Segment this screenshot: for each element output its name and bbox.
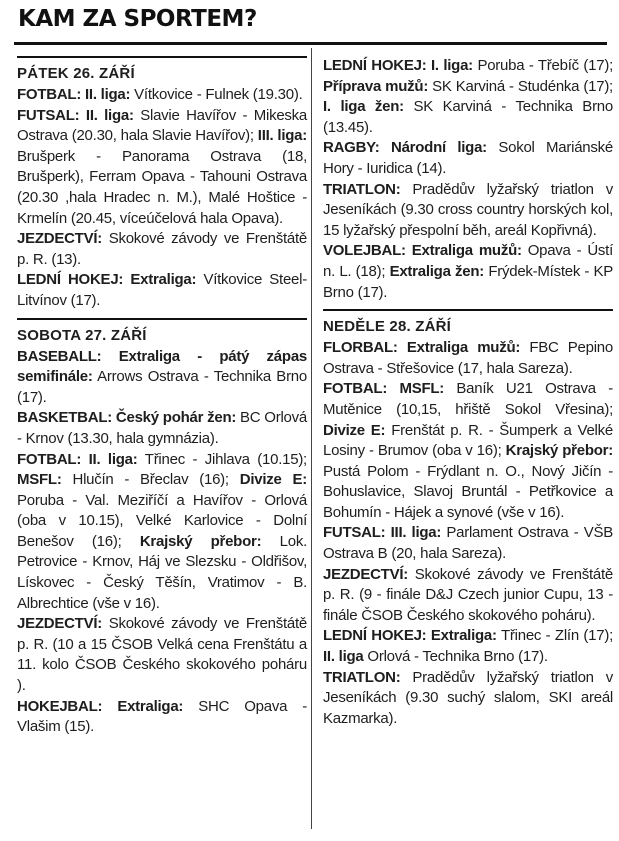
day-heading: PÁTEK 26. ZÁŘÍ bbox=[17, 56, 307, 84]
sport-label: LEDNÍ HOKEJ: I. liga: bbox=[323, 57, 473, 74]
title-rule bbox=[14, 42, 607, 45]
listing-entry bbox=[17, 85, 307, 106]
event-details: Opava - Ústí n. L. (18); bbox=[323, 242, 614, 280]
listing-entry bbox=[17, 614, 307, 696]
event-details: Pradědův lyžařský triatlon v Jeseníkách (9.30 suchý slalom, SKI areál Kazmarka). bbox=[323, 668, 613, 727]
event-details: Třinec - Jihlava (10.15); bbox=[137, 450, 307, 468]
event-details: Parlament Ostrava - VŠB Ostrava B (20, hala Sareza). bbox=[323, 524, 613, 563]
event-details: Orlová - Technika Brno (17). bbox=[363, 648, 548, 666]
event-details: Třinec - Zlín (17); bbox=[496, 627, 613, 645]
event-details: Vítkovice Steel- Litvínov (17). bbox=[17, 271, 307, 309]
sport-label: JEZDECTVÍ: bbox=[17, 615, 103, 633]
event-details: Vítkovice - Fulnek (19.30). bbox=[130, 86, 303, 103]
sport-label: FOTBAL: MSFL: bbox=[323, 380, 445, 398]
event-details: Pustá Polom - Frýdlant n. O., Nový Jičín - Bohuslavice, Slavoj Bruntál - Petřkovice a Bohumín - Hájek a synové (vše v 16). bbox=[323, 462, 613, 521]
event-details: Frenštát p. R. - Šumperk a Velké Losiny - Brumov (oba v 16); bbox=[323, 421, 613, 460]
sport-label: FOTBAL: II. liga: bbox=[17, 450, 138, 468]
sport-label: BASEBALL: Extraliga - pátý zápas semifinále: bbox=[17, 347, 307, 386]
sport-label: BASKETBAL: Český pohár žen: bbox=[17, 409, 237, 427]
event-details: SK Karviná - Technika Brno (13.45). bbox=[323, 98, 613, 136]
event-details: Skokové závody ve Frenštátě p. R. (9 - finále D&J Czech junior Cupu, 13 - finále ČSOB Českého skokového poháru). bbox=[323, 565, 613, 624]
listing-entry bbox=[323, 565, 613, 627]
event-details: Brušperk - Panorama Ostrava (18, Brušperk), Ferram Opava - Tahouni Ostrava (20.30 ,hala Hradec n. M.), Malé Hoštice - Krmelín (20.45, víceúčelová hala Opava). bbox=[17, 147, 307, 227]
left-column bbox=[17, 56, 307, 738]
sport-label: VOLEJBAL: Extraliga mužů: bbox=[323, 242, 522, 260]
listing-entry bbox=[323, 338, 613, 379]
listing-entry bbox=[17, 408, 307, 449]
listing-entry bbox=[323, 668, 613, 730]
event-details: Pradědův lyžařský triatlon v Jeseníkách (9.30 cross country horských kol, 15 lyžařský přespolní běh, areál Kopřivná). bbox=[323, 180, 613, 239]
sport-label: Krajský přebor: bbox=[139, 532, 262, 550]
listing-entry bbox=[323, 241, 613, 303]
sport-label: JEZDECTVÍ: bbox=[323, 565, 409, 583]
sport-label: FUTSAL: III. liga: bbox=[323, 524, 442, 542]
sport-label: II. liga bbox=[323, 648, 364, 666]
sport-label: LEDNÍ HOKEJ: Extraliga: bbox=[323, 627, 497, 645]
sport-label: TRIATLON: bbox=[323, 668, 401, 686]
event-details: Skokové závody ve Frenštátě p. R. (13). bbox=[17, 230, 307, 268]
listing-entry bbox=[323, 523, 613, 564]
sport-label: HOKEJBAL: Extraliga: bbox=[17, 697, 184, 715]
sport-label: FOTBAL: II. liga: bbox=[17, 86, 131, 103]
listing-entry bbox=[17, 697, 307, 738]
event-details: Frýdek-Místek - KP Brno (17). bbox=[323, 262, 613, 301]
page-title: KAM ZA SPORTEM? bbox=[18, 6, 257, 32]
event-details: Hlučín - Břeclav (16); bbox=[61, 471, 240, 489]
event-details: Lok. Petrovice - Krnov, Háj ve Slezsku - Oldřišov, Lískovec - Český Těšín, Vratimov - B. Albrechtice (vše v 16). bbox=[17, 532, 307, 612]
sport-label: Příprava mužů: bbox=[323, 77, 429, 95]
event-details: BC Orlová - Krnov (13.30, hala gymnázia). bbox=[17, 409, 307, 447]
column-divider bbox=[311, 48, 312, 829]
listing-entry bbox=[323, 180, 613, 242]
sport-label: Krajský přebor: bbox=[505, 442, 613, 460]
event-details: Sokol Mariánské Hory - Iuridica (14). bbox=[323, 139, 613, 177]
event-details: SHC Opava - Vlašim (15). bbox=[17, 697, 307, 736]
sport-label: RAGBY: Národní liga: bbox=[323, 139, 487, 157]
listing-entry bbox=[17, 270, 307, 311]
listing-entry bbox=[323, 138, 613, 179]
sport-label: MSFL: bbox=[17, 471, 62, 489]
day-heading: SOBOTA 27. ZÁŘÍ bbox=[17, 318, 307, 346]
sport-label: I. liga žen: bbox=[323, 98, 404, 116]
sport-label: Extraliga žen: bbox=[389, 262, 485, 280]
sport-label: LEDNÍ HOKEJ: Extraliga: bbox=[17, 271, 197, 289]
listing-entry bbox=[17, 229, 307, 270]
day-heading: NEDĚLE 28. ZÁŘÍ bbox=[323, 309, 613, 337]
sport-label: JEZDECTVÍ: bbox=[17, 230, 103, 248]
event-details: Poruba - Třebíč (17); bbox=[472, 57, 613, 74]
event-details: SK Karviná - Studénka (17); bbox=[428, 77, 613, 95]
event-details: Baník U21 Ostrava - Mutěnice (10,15, hřiště Sokol Vřesina); bbox=[323, 380, 613, 418]
listing-entry bbox=[323, 626, 613, 667]
sport-label: Divize E: bbox=[323, 421, 386, 439]
listing-entry bbox=[323, 379, 613, 523]
event-details: FBC Pepino Ostrava - Střešovice (17, hala Sareza). bbox=[323, 339, 613, 377]
listing-entry bbox=[17, 450, 307, 615]
sport-label: Divize E: bbox=[239, 471, 307, 489]
event-details: Skokové závody ve Frenštátě p. R. (10 a 15 ČSOB Velká cena Frenštátu a 11. kolo ČSOB Českého skokového poháru ). bbox=[17, 615, 307, 695]
right-column bbox=[323, 56, 613, 729]
sport-label: TRIATLON: bbox=[323, 180, 401, 198]
listing-entry bbox=[17, 347, 307, 409]
sport-label: III. liga: bbox=[257, 127, 307, 145]
listing-entry bbox=[17, 106, 307, 230]
event-details: Arrows Ostrava - Technika Brno (17). bbox=[17, 368, 307, 406]
event-details: Slavie Havířov - Mikeska Ostrava (20.30, hala Slavie Havířov); bbox=[17, 106, 307, 145]
listing-entry bbox=[323, 56, 613, 138]
sport-label: FLORBAL: Extraliga mužů: bbox=[323, 339, 521, 357]
sport-label: FUTSAL: II. liga: bbox=[17, 106, 134, 124]
event-details: Poruba - Val. Meziříčí a Havířov - Orlová (oba v 10.15), Velké Karlovice - Dolní Benešov (16); bbox=[17, 491, 307, 550]
